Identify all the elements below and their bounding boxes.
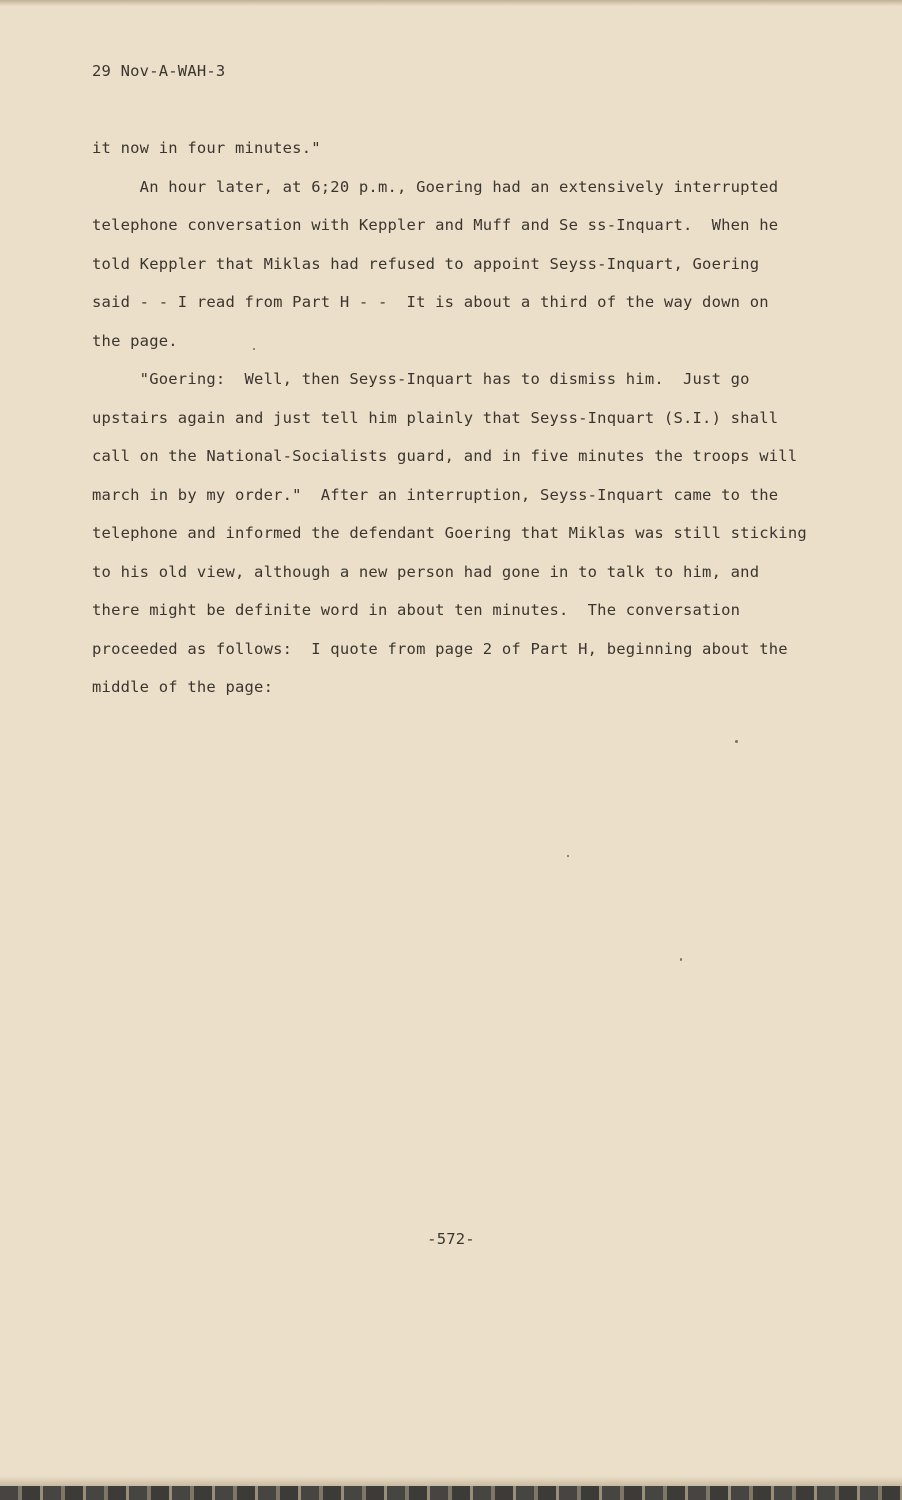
paper-speck: [735, 740, 738, 743]
text-line: "Goering: Well, then Seyss-Inquart has to dismiss him. Just go: [92, 370, 750, 388]
paper-speck: [680, 958, 682, 961]
text-line: upstairs again and just tell him plainly that Seyss-Inquart (S.I.) shall: [92, 408, 779, 427]
page-top-edge: [0, 0, 902, 6]
document-body: [92, 136, 822, 714]
text-line: it now in four minutes.": [92, 139, 321, 157]
paper-speck: [253, 348, 255, 350]
text-line: telephone conversation with Keppler and Muff and Se ss-Inquart. When he: [92, 216, 779, 234]
text-line: there might be definite word in about ten minutes. The conversation: [92, 601, 741, 619]
paper-speck: [567, 855, 569, 857]
text-line: proceeded as follows: I quote from page 2 of Part H, beginning about the: [92, 639, 788, 658]
document-reference-header: 29 Nov-A-WAH-3: [92, 62, 226, 80]
text-line: march in by my order." After an interruption, Seyss-Inquart came to the: [92, 485, 779, 504]
text-line: the page.: [92, 331, 178, 350]
text-line: said - - I read from Part H - - It is about a third of the way down on: [92, 293, 769, 311]
text-line: telephone and informed the defendant Goering that Miklas was still sticking: [92, 524, 807, 542]
text-line: middle of the page:: [92, 678, 274, 696]
text-line: An hour later, at 6;20 p.m., Goering had an extensively interrupted: [92, 177, 779, 196]
text-line: to his old view, although a new person had gone in to talk to him, and: [92, 562, 760, 581]
page-bottom-edge: [0, 1486, 902, 1500]
text-line: call on the National-Socialists guard, and in five minutes the troops will: [92, 447, 798, 465]
text-line: told Keppler that Miklas had refused to appoint Seyss-Inquart, Goering: [92, 254, 760, 273]
page-bottom-shadow: [0, 1476, 902, 1486]
page-number: -572-: [427, 1230, 475, 1248]
